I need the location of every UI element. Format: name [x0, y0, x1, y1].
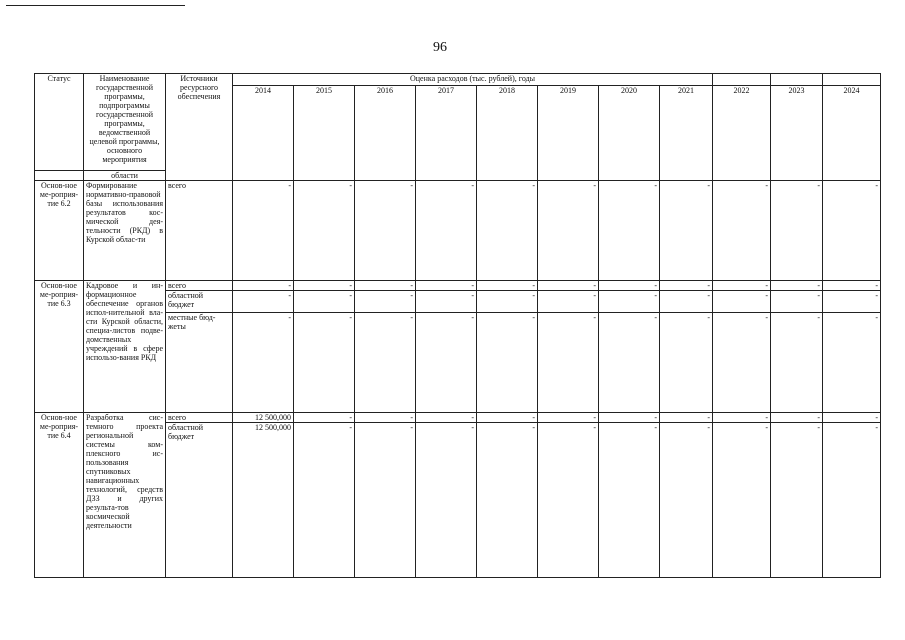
year-header: 2018: [477, 86, 538, 181]
source-label: местные бюд-жеты: [166, 313, 233, 413]
value-cell: -: [713, 181, 771, 281]
value-cell: -: [713, 291, 771, 313]
value-cell: -: [538, 413, 599, 423]
value-cell: -: [477, 281, 538, 291]
value-cell: -: [416, 423, 477, 578]
year-header: 2023: [771, 86, 823, 181]
value-cell: -: [660, 281, 713, 291]
value-cell: -: [771, 313, 823, 413]
header-status: Статус: [35, 74, 84, 171]
row-status: Основ-ное ме-роприя-тие 6.4: [35, 413, 84, 578]
value-cell: -: [823, 291, 881, 313]
source-label: всего: [166, 413, 233, 423]
value-cell: -: [538, 291, 599, 313]
value-cell: -: [599, 181, 660, 281]
year-header: 2015: [294, 86, 355, 181]
value-cell: -: [416, 291, 477, 313]
value-cell: -: [355, 281, 416, 291]
value-cell: -: [355, 413, 416, 423]
value-cell: -: [713, 281, 771, 291]
value-cell: -: [355, 291, 416, 313]
header-estimate: Оценка расходов (тыс. рублей), годы: [233, 74, 713, 86]
source-label: областной бюджет: [166, 423, 233, 578]
value-cell: -: [660, 413, 713, 423]
value-cell: -: [713, 313, 771, 413]
header-blank-cell: [823, 74, 881, 86]
value-cell: -: [233, 181, 294, 281]
header-name-tail: области: [84, 171, 166, 181]
value-cell: -: [771, 281, 823, 291]
header-blank-cell: [771, 74, 823, 86]
value-cell: -: [294, 291, 355, 313]
year-header: 2014: [233, 86, 294, 181]
page-number: 96: [433, 40, 447, 55]
row-name: Формирование нормативно-правовой базы использования результатов кос-мической дея-тельности (РКД) в Курской облас-ти: [84, 181, 166, 281]
value-cell: -: [538, 423, 599, 578]
expense-table: [34, 73, 881, 578]
header-status-tail: [35, 171, 84, 181]
value-cell: -: [771, 181, 823, 281]
value-cell: -: [538, 313, 599, 413]
value-cell: -: [355, 181, 416, 281]
value-cell: -: [477, 313, 538, 413]
value-cell: -: [599, 313, 660, 413]
year-header: 2017: [416, 86, 477, 181]
header-sources: Источники ресурсного обеспечения: [166, 74, 233, 181]
row-name: Кадровое и ин-формационное обеспечение органов испол-нительной вла-сти Курской области, специа-листов подве-домственных учреждений в сфере использо-вания РКД: [84, 281, 166, 413]
value-cell: -: [294, 281, 355, 291]
value-cell: -: [294, 423, 355, 578]
value-cell: -: [823, 423, 881, 578]
top-rule: [6, 5, 185, 6]
value-cell: -: [660, 291, 713, 313]
value-cell: -: [355, 423, 416, 578]
value-cell: -: [477, 291, 538, 313]
source-label: всего: [166, 281, 233, 291]
year-header: 2021: [660, 86, 713, 181]
value-cell: 12 500,000: [233, 423, 294, 578]
value-cell: -: [416, 313, 477, 413]
value-cell: -: [599, 281, 660, 291]
row-name: Разработка сис-темного проекта региональной системы ком-плексного ис-пользования спутниковых навигационных технологий, средств ДЗЗ и других результа-тов космической деятельности: [84, 413, 166, 578]
value-cell: -: [477, 181, 538, 281]
value-cell: -: [416, 181, 477, 281]
value-cell: -: [599, 413, 660, 423]
value-cell: -: [771, 423, 823, 578]
value-cell: -: [416, 413, 477, 423]
value-cell: -: [823, 181, 881, 281]
value-cell: -: [233, 281, 294, 291]
value-cell: 12 500,000: [233, 413, 294, 423]
value-cell: -: [823, 413, 881, 423]
source-label: областной бюджет: [166, 291, 233, 313]
value-cell: -: [823, 313, 881, 413]
value-cell: -: [771, 291, 823, 313]
row-status: Основ-ное ме-роприя-тие 6.2: [35, 181, 84, 281]
value-cell: -: [660, 181, 713, 281]
value-cell: -: [538, 281, 599, 291]
header-blank-cell: [713, 74, 771, 86]
value-cell: -: [294, 313, 355, 413]
year-header: 2016: [355, 86, 416, 181]
year-header: 2022: [713, 86, 771, 181]
year-header: 2020: [599, 86, 660, 181]
value-cell: -: [233, 291, 294, 313]
value-cell: -: [477, 423, 538, 578]
value-cell: -: [660, 313, 713, 413]
row-status: Основ-ное ме-роприя-тие 6.3: [35, 281, 84, 413]
value-cell: -: [416, 281, 477, 291]
value-cell: -: [355, 313, 416, 413]
value-cell: -: [294, 413, 355, 423]
value-cell: -: [538, 181, 599, 281]
value-cell: -: [713, 413, 771, 423]
source-label: всего: [166, 181, 233, 281]
value-cell: -: [823, 281, 881, 291]
year-header: 2024: [823, 86, 881, 181]
value-cell: -: [477, 413, 538, 423]
value-cell: -: [233, 313, 294, 413]
header-name: Наименование государственной программы, подпрограммы государственной программы, ведомственной целевой программы, основного мероприятия: [84, 74, 166, 171]
value-cell: -: [294, 181, 355, 281]
value-cell: -: [771, 413, 823, 423]
year-header: 2019: [538, 86, 599, 181]
value-cell: -: [599, 291, 660, 313]
value-cell: -: [660, 423, 713, 578]
value-cell: -: [599, 423, 660, 578]
value-cell: -: [713, 423, 771, 578]
